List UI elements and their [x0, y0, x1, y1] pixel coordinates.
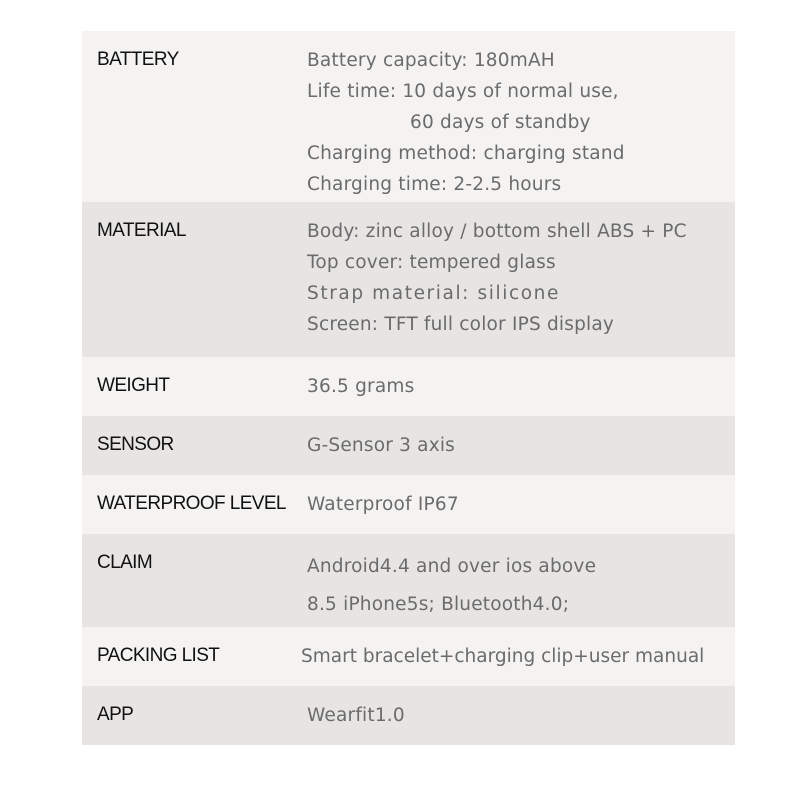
spec-row-waterproof — [82, 475, 735, 534]
spec-label-sensor: SENSOR — [97, 434, 174, 455]
spec-value-line: Charging time: 2-2.5 hours — [307, 174, 562, 195]
spec-value-line: Battery capacity: 180mAH — [307, 50, 555, 71]
spec-value-line: Wearfit1.0 — [307, 705, 405, 726]
spec-value-line: Strap material: silicone — [307, 283, 560, 304]
spec-row-app — [82, 686, 735, 745]
spec-value-waterproof — [307, 489, 459, 520]
spec-row-packing — [82, 627, 735, 686]
spec-label-waterproof: WATERPROOF LEVEL — [97, 493, 286, 514]
spec-row-battery — [82, 31, 735, 202]
spec-row-material — [82, 202, 735, 357]
spec-label-claim: CLAIM — [97, 552, 153, 573]
spec-value-app — [307, 700, 405, 731]
spec-value-line: 36.5 grams — [307, 376, 415, 397]
spec-label-packing: PACKING LIST — [97, 645, 220, 666]
spec-label-weight: WEIGHT — [97, 375, 170, 396]
spec-value-line: G-Sensor 3 axis — [307, 435, 456, 456]
spec-row-weight — [82, 357, 735, 416]
spec-label-battery: BATTERY — [97, 49, 179, 70]
spec-value-weight — [307, 371, 414, 402]
spec-label-material: MATERIAL — [97, 220, 186, 241]
spec-value-line: Body: zinc alloy / bottom shell ABS + PC — [307, 221, 687, 242]
spec-table — [82, 31, 735, 745]
spec-value-line: Life time: 10 days of normal use, — [307, 81, 619, 102]
spec-value-line: 60 days of standby — [410, 112, 591, 133]
spec-value-claim — [307, 548, 596, 624]
spec-value-line: Smart bracelet+charging clip+user manual — [301, 646, 705, 667]
spec-row-sensor — [82, 416, 735, 475]
spec-value-line: Top cover: tempered glass — [307, 252, 556, 273]
spec-value-line: Screen: TFT full color IPS display — [307, 314, 615, 335]
spec-label-app: APP — [97, 704, 134, 725]
spec-value-line: Charging method: charging stand — [307, 143, 625, 164]
spec-value-packing — [301, 641, 704, 672]
spec-value-line: Android4.4 and over ios above — [307, 556, 597, 577]
spec-value-material — [307, 216, 687, 340]
spec-value-line: 8.5 iPhone5s; Bluetooth4.0; — [307, 594, 570, 615]
spec-value-line: Waterproof IP67 — [307, 494, 459, 515]
spec-value-battery — [307, 45, 625, 200]
spec-value-sensor — [307, 430, 455, 461]
spec-row-claim — [82, 534, 735, 627]
